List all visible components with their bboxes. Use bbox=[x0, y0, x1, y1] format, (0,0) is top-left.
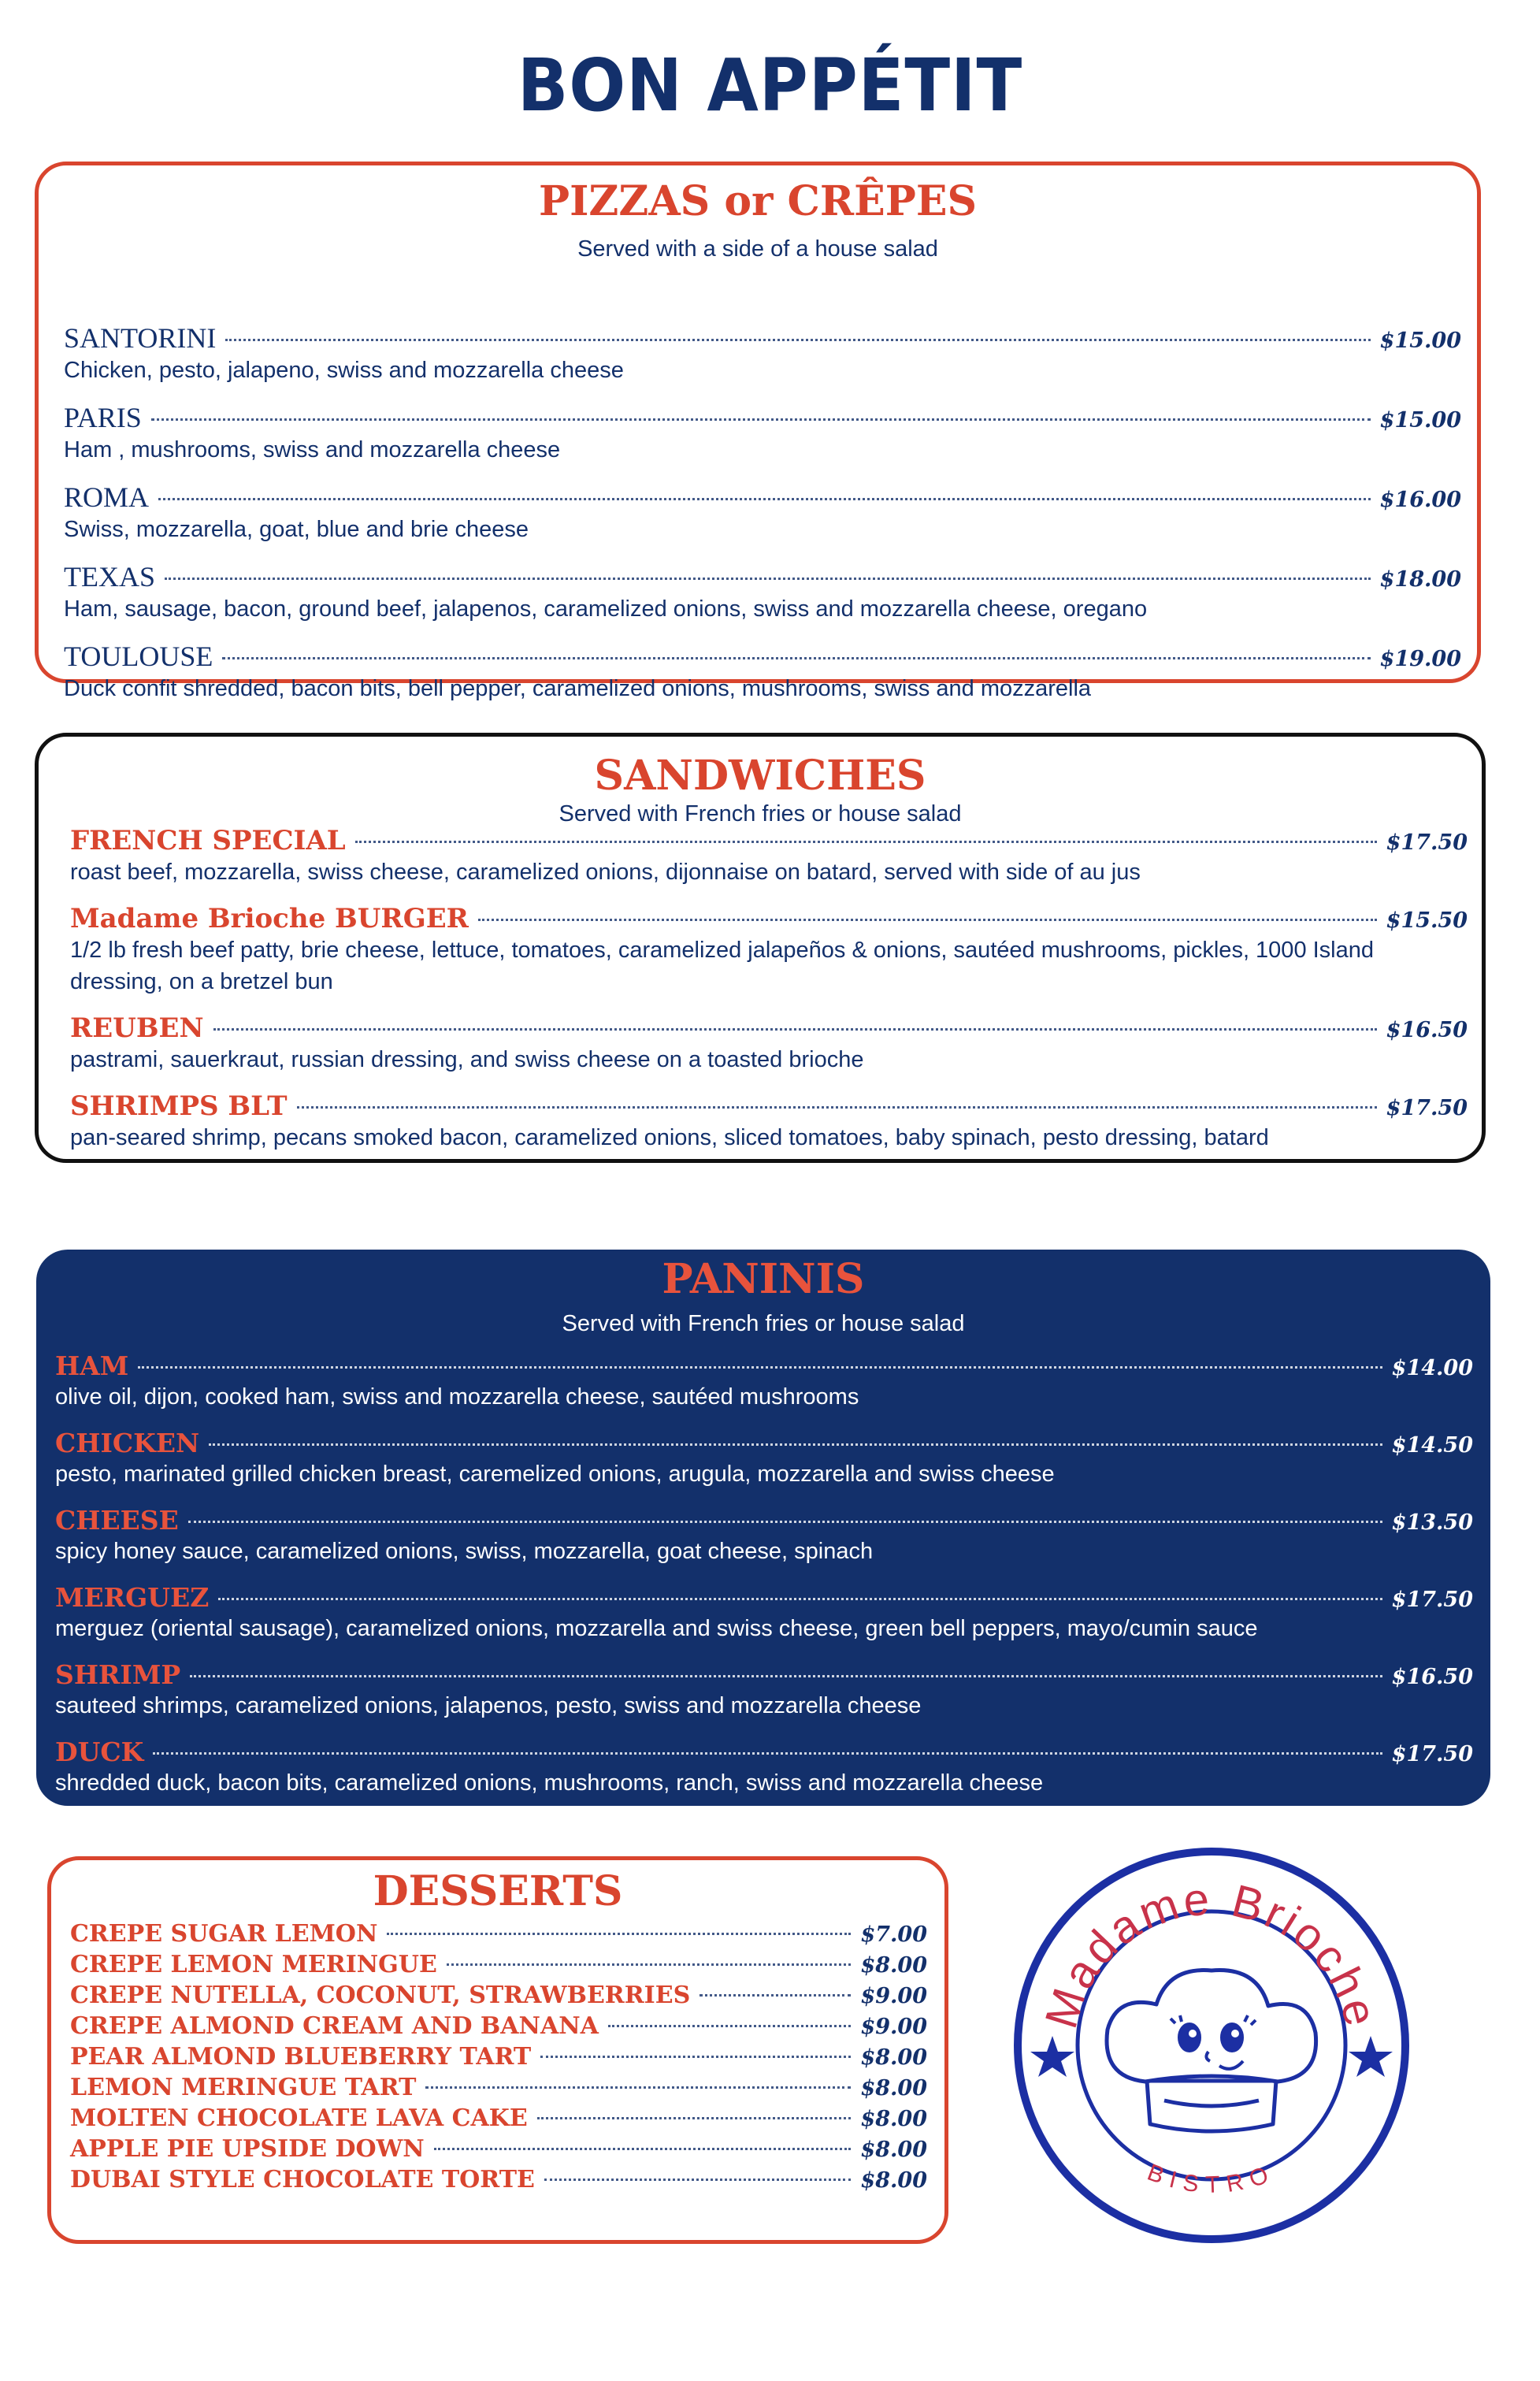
paninis-subtitle: Served with French fries or house salad bbox=[562, 1311, 965, 1336]
item-description: Ham, sausage, bacon, ground beef, jalapenos, caramelized onions, swiss and mozzarella cheese, oregano bbox=[64, 596, 1148, 622]
chef-hat-icon bbox=[1107, 1971, 1316, 2131]
item-description: Duck confit shredded, bacon bits, bell pepper, caramelized onions, mushrooms, swiss and mozzarella bbox=[64, 676, 1092, 701]
item-price: $7.00 bbox=[860, 1922, 927, 1947]
item-price: $16.50 bbox=[1391, 1665, 1473, 1689]
item-name: CHEESE bbox=[55, 1505, 179, 1536]
item-description: roast beef, mozzarella, swiss cheese, caramelized onions, dijonnaise on batard, served with side of au jus bbox=[70, 860, 1141, 885]
dot-leader bbox=[447, 1963, 852, 1966]
menu-item bbox=[70, 2074, 927, 2101]
item-description: pastrami, sauerkraut, russian dressing, and swiss cheese on a toasted brioche bbox=[70, 1047, 864, 1072]
desserts-title: DESSERTS bbox=[373, 1867, 623, 1915]
item-price: $17.50 bbox=[1391, 1588, 1473, 1612]
pizzas-title: PIZZAS or CRÊPES bbox=[538, 177, 978, 225]
dot-leader bbox=[151, 418, 1371, 421]
item-description: shredded duck, bacon bits, caramelized onions, mushrooms, ranch, swiss and mozzarella cheese bbox=[55, 1770, 1044, 1796]
item-price: $18.00 bbox=[1379, 567, 1461, 592]
item-description: Chicken, pesto, jalapeno, swiss and mozzarella cheese bbox=[64, 358, 624, 383]
dot-leader bbox=[188, 1521, 1382, 1523]
sandwiches-list bbox=[70, 825, 1468, 1168]
dot-leader bbox=[387, 1933, 851, 1935]
item-price: $9.00 bbox=[860, 2015, 927, 2039]
desserts-section bbox=[47, 1856, 948, 2244]
item-price: $16.50 bbox=[1386, 1018, 1468, 1042]
menu-item bbox=[55, 1582, 1473, 1644]
item-price: $17.50 bbox=[1386, 830, 1468, 855]
menu-item bbox=[64, 321, 1461, 386]
dot-leader bbox=[158, 498, 1371, 500]
sandwiches-section bbox=[35, 733, 1486, 1163]
item-description: Ham , mushrooms, swiss and mozzarella cheese bbox=[64, 437, 561, 462]
dot-leader bbox=[544, 2179, 852, 2181]
item-name: SHRIMP bbox=[55, 1659, 181, 1690]
item-name: DUBAI STYLE CHOCOLATE TORTE bbox=[70, 2166, 535, 2193]
menu-item bbox=[70, 1920, 927, 1948]
dot-leader bbox=[425, 2086, 851, 2089]
item-description: olive oil, dijon, cooked ham, swiss and mozzarella cheese, sautéed mushrooms bbox=[55, 1384, 859, 1410]
item-description: 1/2 lb fresh beef patty, brie cheese, lettuce, tomatoes, caramelized jalapeños & onions, sautéed mushrooms, pickles, 1000 Island dressing, on a bretzel bun bbox=[70, 938, 1375, 994]
menu-item bbox=[64, 481, 1461, 545]
pizzas-subtitle: Served with a side of a house salad bbox=[577, 236, 938, 262]
item-name: MOLTEN CHOCOLATE LAVA CAKE bbox=[70, 2104, 528, 2132]
item-name: SANTORINI bbox=[64, 322, 217, 354]
item-price: $9.00 bbox=[860, 1984, 927, 2008]
item-name: TEXAS bbox=[64, 561, 155, 592]
logo-name: Madame Brioche bbox=[1035, 1873, 1388, 2034]
bistro-logo bbox=[1007, 1841, 1416, 2250]
item-name: CHICKEN bbox=[55, 1428, 200, 1458]
dot-leader bbox=[540, 2056, 851, 2058]
dot-leader bbox=[165, 578, 1371, 580]
menu-item bbox=[55, 1505, 1473, 1567]
dot-leader bbox=[478, 919, 1377, 921]
menu-item bbox=[64, 640, 1461, 704]
item-name: CREPE LEMON MERINGUE bbox=[70, 1951, 437, 1978]
dot-leader bbox=[537, 2117, 852, 2119]
item-description: merguez (oriental sausage), caramelized onions, mozzarella and swiss cheese, green bell peppers, mayo/cumin sauce bbox=[55, 1616, 1258, 1641]
sandwiches-subtitle: Served with French fries or house salad bbox=[558, 801, 962, 826]
item-description: sauteed shrimps, caramelized onions, jalapenos, pesto, swiss and mozzarella cheese bbox=[55, 1693, 922, 1718]
item-name: ROMA bbox=[64, 481, 150, 513]
item-price: $15.50 bbox=[1386, 908, 1468, 933]
menu-item bbox=[70, 2166, 927, 2193]
dot-leader bbox=[213, 1028, 1377, 1031]
menu-item bbox=[55, 1428, 1473, 1490]
item-name: HAM bbox=[55, 1350, 129, 1381]
item-name: CREPE SUGAR LEMON bbox=[70, 1920, 378, 1948]
dot-leader bbox=[190, 1675, 1382, 1677]
item-name: REUBEN bbox=[70, 1012, 204, 1044]
item-name: SHRIMPS BLT bbox=[70, 1090, 288, 1122]
item-price: $14.00 bbox=[1391, 1356, 1473, 1380]
menu-item bbox=[70, 2012, 927, 2040]
menu-item bbox=[70, 1012, 1468, 1075]
item-price: $8.00 bbox=[860, 2076, 927, 2101]
paninis-list bbox=[55, 1350, 1473, 1814]
star-icon bbox=[1349, 2036, 1393, 2077]
item-name: TOULOUSE bbox=[64, 641, 213, 672]
item-name: PEAR ALMOND BLUEBERRY TART bbox=[70, 2043, 532, 2071]
dot-leader bbox=[153, 1752, 1382, 1755]
dot-leader bbox=[434, 2148, 852, 2150]
item-price: $13.50 bbox=[1391, 1510, 1473, 1535]
logo-tagline: BISTRO bbox=[1144, 2159, 1279, 2199]
dot-leader bbox=[222, 657, 1370, 659]
item-price: $8.00 bbox=[860, 2107, 927, 2131]
item-price: $8.00 bbox=[860, 2138, 927, 2162]
star-icon bbox=[1030, 2036, 1074, 2077]
item-price: $19.00 bbox=[1379, 647, 1461, 671]
dot-leader bbox=[699, 1994, 851, 1997]
menu-item bbox=[70, 2104, 927, 2132]
menu-item bbox=[70, 1090, 1468, 1153]
item-price: $17.50 bbox=[1386, 1096, 1468, 1120]
dot-leader bbox=[218, 1598, 1382, 1600]
item-description: pan-seared shrimp, pecans smoked bacon, caramelized onions, sliced tomatoes, baby spinach, pesto dressing, batard bbox=[70, 1125, 1269, 1150]
item-name: FRENCH SPECIAL bbox=[70, 825, 346, 856]
item-name: CREPE ALMOND CREAM AND BANANA bbox=[70, 2012, 599, 2040]
dot-leader bbox=[225, 339, 1370, 341]
item-price: $8.00 bbox=[860, 2045, 927, 2070]
item-name: DUCK bbox=[55, 1737, 144, 1767]
pizzas-section bbox=[35, 162, 1481, 701]
item-price: $15.00 bbox=[1379, 408, 1461, 433]
item-name: MERGUEZ bbox=[55, 1582, 210, 1613]
item-name: APPLE PIE UPSIDE DOWN bbox=[70, 2135, 425, 2163]
item-description: Swiss, mozzarella, goat, blue and brie cheese bbox=[64, 517, 529, 542]
item-name: CREPE NUTELLA, COCONUT, STRAWBERRIES bbox=[70, 1982, 691, 2009]
menu-item bbox=[64, 560, 1461, 625]
paninis-title: PANINIS bbox=[662, 1255, 865, 1303]
item-price: $8.00 bbox=[860, 1953, 927, 1978]
item-name: Madame Brioche BURGER bbox=[70, 903, 469, 934]
menu-item bbox=[70, 825, 1468, 888]
item-price: $14.50 bbox=[1391, 1433, 1473, 1458]
paninis-section bbox=[36, 1250, 1490, 1806]
item-description: spicy honey sauce, caramelized onions, swiss, mozzarella, goat cheese, spinach bbox=[55, 1539, 874, 1564]
dot-leader bbox=[297, 1106, 1377, 1109]
menu-item bbox=[70, 1982, 927, 2009]
menu-item bbox=[70, 2043, 927, 2071]
menu-item bbox=[55, 1737, 1473, 1799]
dot-leader bbox=[209, 1443, 1382, 1446]
menu-item bbox=[70, 1951, 927, 1978]
menu-item bbox=[64, 401, 1461, 466]
item-price: $15.00 bbox=[1379, 329, 1461, 353]
item-price: $16.00 bbox=[1379, 488, 1461, 512]
item-name: PARIS bbox=[64, 402, 142, 433]
dot-leader bbox=[355, 841, 1377, 843]
menu-item bbox=[55, 1350, 1473, 1413]
menu-item bbox=[70, 903, 1468, 997]
menu-item bbox=[55, 1659, 1473, 1722]
item-name: LEMON MERINGUE TART bbox=[70, 2074, 417, 2101]
page-title: BON APPÉTIT bbox=[517, 43, 1023, 128]
desserts-list bbox=[70, 1920, 927, 2197]
item-description: pesto, marinated grilled chicken breast, caremelized onions, arugula, mozzarella and swiss cheese bbox=[55, 1462, 1055, 1487]
item-price: $8.00 bbox=[860, 2168, 927, 2193]
sandwiches-title: SANDWICHES bbox=[594, 752, 926, 800]
dot-leader bbox=[138, 1366, 1382, 1369]
menu-item bbox=[70, 2135, 927, 2163]
pizzas-list bbox=[64, 321, 1461, 719]
item-price: $17.50 bbox=[1391, 1742, 1473, 1766]
dot-leader bbox=[608, 2025, 852, 2027]
